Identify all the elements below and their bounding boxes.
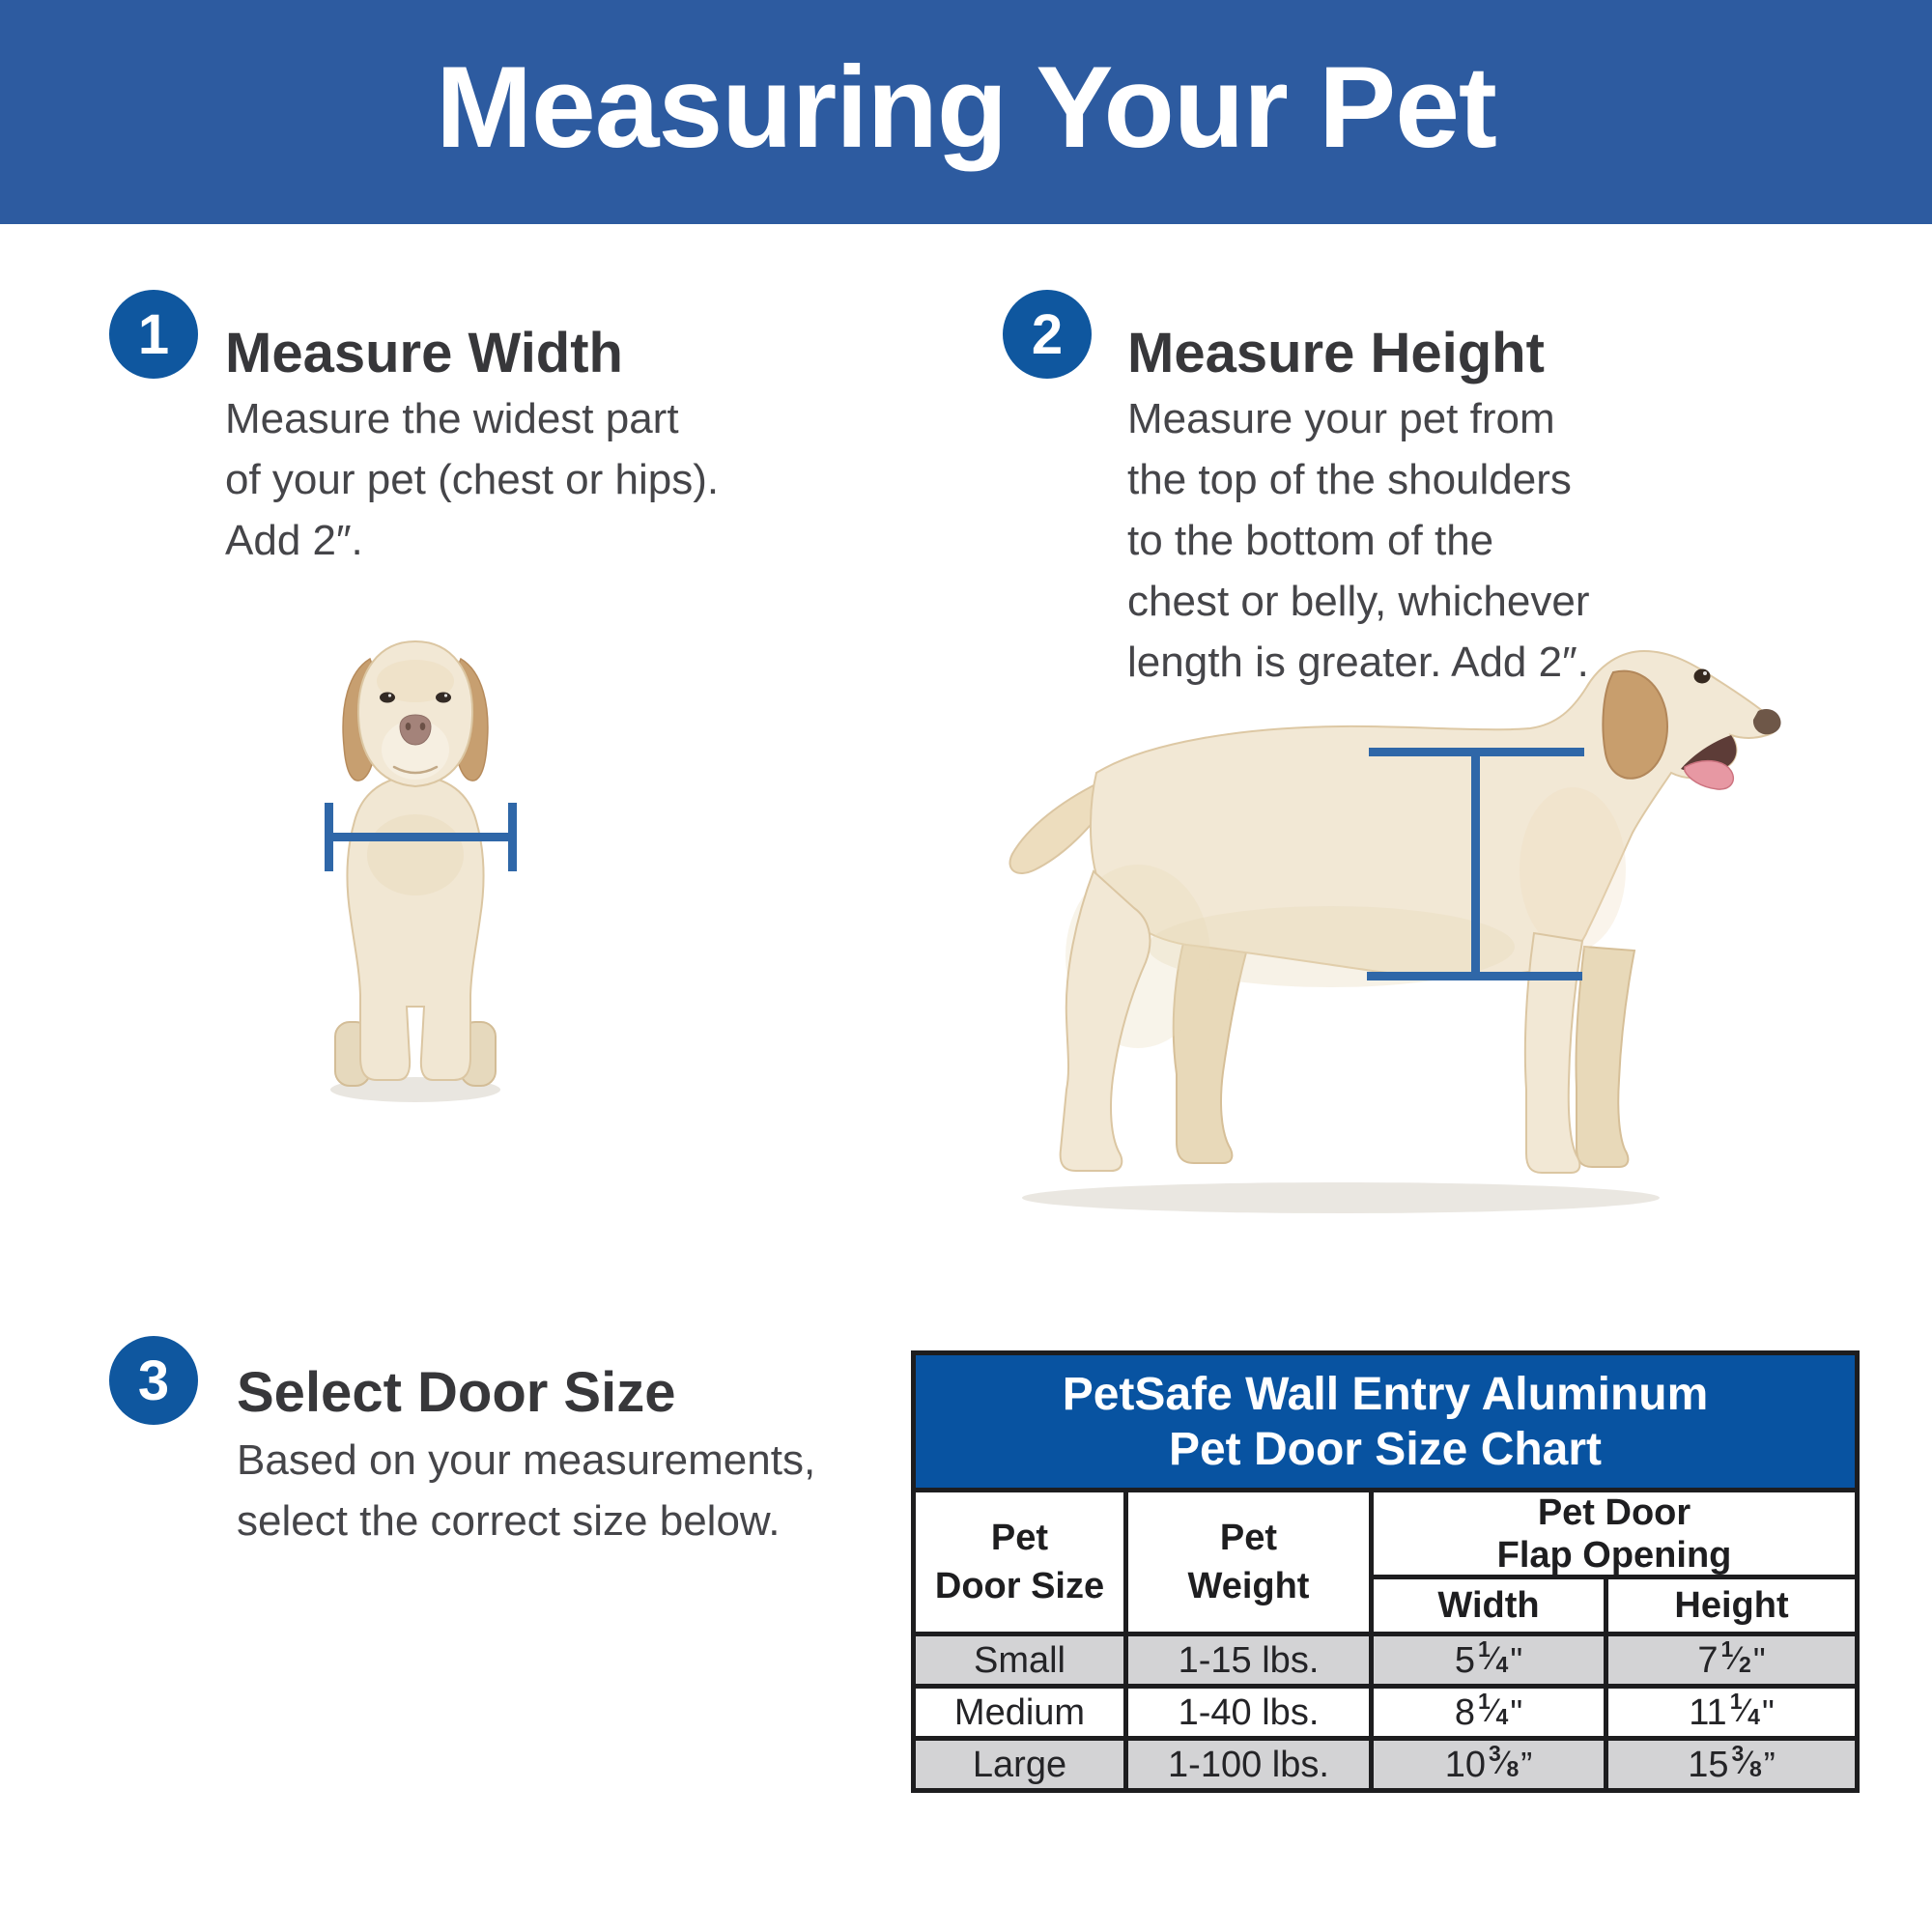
step-2-badge xyxy=(1003,290,1092,379)
description-line: Measure your pet from xyxy=(1127,395,1555,442)
cell-flap-width: 5 $^1$ ⁄ $_4$ " xyxy=(1374,1636,1608,1684)
description-line: Measure the widest part xyxy=(225,395,679,442)
column-header-width: Width xyxy=(1374,1579,1608,1632)
description-line: of your pet (chest or hips). xyxy=(225,456,720,503)
description-line: the top of the shoulders xyxy=(1127,456,1572,503)
side-dog-nose xyxy=(1753,709,1781,734)
side-dog-far-front-leg xyxy=(1576,947,1634,1167)
width-measure-right-cap xyxy=(508,803,517,871)
table-row-small xyxy=(916,1632,1855,1684)
height-measure-bar xyxy=(1471,748,1480,980)
description-line: to the bottom of the xyxy=(1127,517,1494,564)
description-line: chest or belly, whichever xyxy=(1127,578,1590,625)
step-2-title: Measure Height xyxy=(1127,322,1545,384)
cell-size: Medium xyxy=(916,1689,1128,1736)
step-1-description xyxy=(225,388,719,571)
width-measure-bar xyxy=(329,833,513,841)
page-title: Measuring Your Pet xyxy=(436,43,1496,172)
column-header-pet-weight: Pet Weight xyxy=(1128,1492,1374,1632)
size-chart-title-line: PetSafe Wall Entry Aluminum xyxy=(1062,1368,1709,1420)
cell-flap-height: 11 $^1$ ⁄ $_4$ " xyxy=(1689,1689,1775,1733)
cell-size: Small xyxy=(916,1636,1128,1684)
side-dog-near-front-leg xyxy=(1525,933,1582,1173)
step-1-number: 1 xyxy=(137,302,170,366)
column-header-flap-opening: Pet Door Flap Opening xyxy=(1374,1492,1855,1579)
description-line: length is greater. Add 2″. xyxy=(1127,639,1589,686)
column-header-height: Height xyxy=(1674,1584,1789,1626)
description-line: Based on your measurements, xyxy=(237,1436,816,1484)
step-2-number: 2 xyxy=(1031,302,1064,366)
size-chart-table xyxy=(911,1350,1860,1793)
front-dog-illustration xyxy=(312,628,519,1111)
cell-weight: 1-15 lbs. xyxy=(1128,1636,1374,1684)
cell-weight: 1-100 lbs. xyxy=(1128,1741,1374,1788)
header-band xyxy=(0,0,1932,224)
size-chart-title xyxy=(916,1355,1855,1492)
front-dog-nose xyxy=(400,715,431,745)
column-group-flap-opening xyxy=(1374,1492,1855,1632)
step-3-badge xyxy=(109,1336,198,1425)
side-dog-illustration xyxy=(993,628,1814,1229)
size-chart-title-line: Pet Door Size Chart xyxy=(1168,1423,1603,1475)
cell-weight: 1-40 lbs. xyxy=(1128,1689,1374,1736)
description-line: select the correct size below. xyxy=(237,1497,781,1545)
cell-flap-width: 10 $^3$ ⁄ $_8$ ” xyxy=(1374,1741,1608,1788)
front-dog-eye xyxy=(436,693,451,703)
step-1-title: Measure Width xyxy=(225,322,623,384)
front-dog-chest-shading xyxy=(367,814,464,895)
height-measure-bottom-cap xyxy=(1367,972,1582,980)
side-dog-tongue xyxy=(1685,761,1733,789)
front-dog-eye xyxy=(380,693,395,703)
cell-flap-width: 8 $^1$ ⁄ $_4$ " xyxy=(1374,1689,1608,1736)
table-row-large xyxy=(916,1736,1855,1788)
size-chart-header-row xyxy=(916,1492,1855,1632)
step-3-number: 3 xyxy=(137,1349,170,1412)
table-row-medium xyxy=(916,1684,1855,1736)
step-3-description xyxy=(237,1430,815,1551)
description-line: Add 2″. xyxy=(225,517,363,564)
cell-flap-height: 7 $^1$ ⁄ $_2$ " xyxy=(1697,1636,1766,1681)
column-header-pet-door-size: Pet Door Size xyxy=(916,1492,1128,1632)
step-1-badge xyxy=(109,290,198,379)
side-dog-eye xyxy=(1694,669,1711,684)
step-3-title: Select Door Size xyxy=(237,1361,676,1424)
cell-size: Large xyxy=(916,1741,1128,1788)
side-dog-shadow xyxy=(1022,1182,1660,1213)
cell-flap-height: 15 $^3$ ⁄ $_8$ ” xyxy=(1688,1741,1776,1785)
